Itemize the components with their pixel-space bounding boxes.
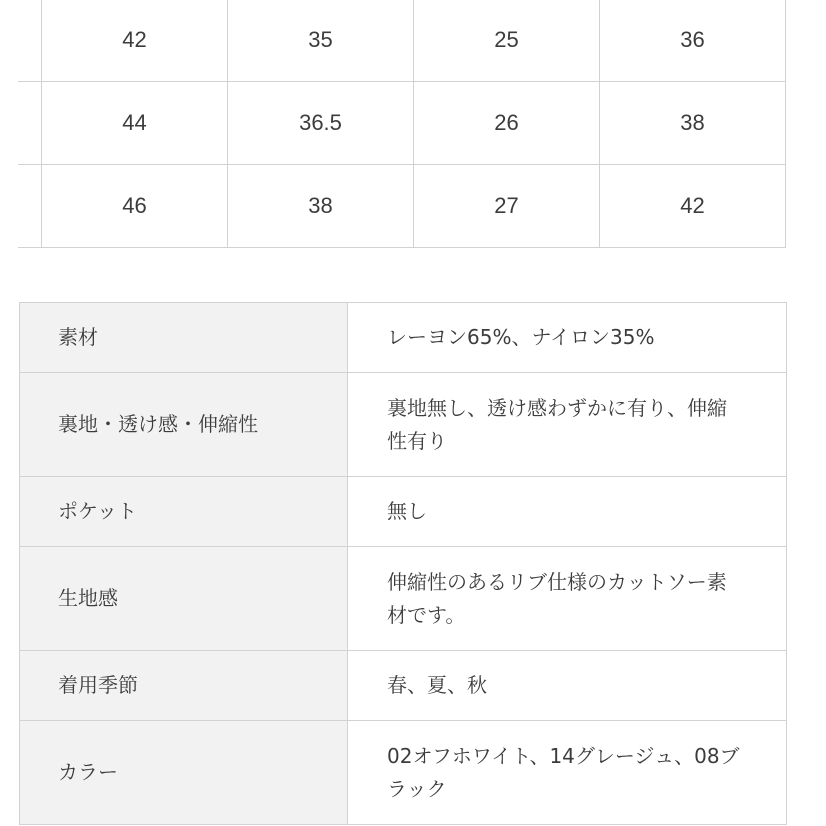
size-cell: 44 <box>42 82 228 165</box>
size-cell: 36.5 <box>228 82 414 165</box>
spec-label: カラー <box>20 721 348 825</box>
spec-row-season <box>20 651 787 721</box>
spec-value: 02オフホワイト、14グレージュ、08ブラック <box>348 721 787 825</box>
spec-value: レーヨン65%、ナイロン35% <box>348 303 787 373</box>
spec-label: 裏地・透け感・伸縮性 <box>20 373 348 477</box>
size-cell: 42 <box>600 165 786 248</box>
size-table <box>18 0 786 248</box>
size-cell: 35 <box>228 0 414 82</box>
spec-value: 裏地無し、透け感わずかに有り、伸縮性有り <box>348 373 787 477</box>
spec-row-fabric <box>20 547 787 651</box>
size-cell-stub <box>18 165 42 248</box>
size-cell-stub <box>18 82 42 165</box>
spec-label: 着用季節 <box>20 651 348 721</box>
spec-label: 素材 <box>20 303 348 373</box>
size-row <box>18 82 786 165</box>
size-row <box>18 165 786 248</box>
size-cell: 27 <box>414 165 600 248</box>
spec-row-lining <box>20 373 787 477</box>
spec-row-material <box>20 303 787 373</box>
size-cell: 26 <box>414 82 600 165</box>
size-cell: 36 <box>600 0 786 82</box>
spec-row-pocket <box>20 477 787 547</box>
size-cell: 42 <box>42 0 228 82</box>
spec-value: 春、夏、秋 <box>348 651 787 721</box>
spec-value: 無し <box>348 477 787 547</box>
spec-value: 伸縮性のあるリブ仕様のカットソー素材です。 <box>348 547 787 651</box>
spec-row-color <box>20 721 787 825</box>
spec-table <box>19 302 787 825</box>
spec-label: 生地感 <box>20 547 348 651</box>
size-cell: 38 <box>228 165 414 248</box>
size-cell-stub <box>18 0 42 82</box>
size-row <box>18 0 786 82</box>
size-cell: 25 <box>414 0 600 82</box>
size-cell: 38 <box>600 82 786 165</box>
spec-label: ポケット <box>20 477 348 547</box>
size-cell: 46 <box>42 165 228 248</box>
